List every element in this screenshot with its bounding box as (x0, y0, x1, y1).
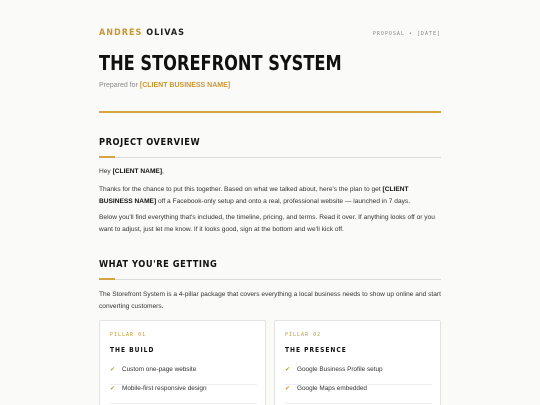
prepared-for-label: Prepared for (99, 82, 138, 89)
proposal-date-meta: PROPOSAL • [DATE] (372, 31, 441, 37)
page-title: THE STOREFRONT SYSTEM (99, 51, 342, 75)
section-heading-overview: PROJECT OVERVIEW (99, 137, 201, 148)
greeting-suffix: , (162, 168, 164, 175)
overview-client-business: [CLIENT BUSINESS NAME] (99, 186, 409, 205)
section-heading-getting: WHAT YOU'RE GETTING (99, 259, 218, 270)
overview-paragraph-2: Below you'll find everything that's included, the timeline, pricing, and terms. Read it over. If anything looks off or you want to adjust, just let me know. If it looks good, sign at the bottom and we'll kick off. (99, 214, 435, 233)
list-item-text: Custom one-page website (122, 366, 197, 373)
overview-text-a: Thanks for the chance to put this together. Based on what we talked about, here's the plan to get (99, 186, 381, 193)
pillar-title: THE PRESENCE (285, 346, 347, 354)
pillar-card-build (99, 320, 266, 405)
pillar-title: THE BUILD (110, 346, 155, 354)
list-item-text: Google Business Profile setup (297, 366, 383, 373)
list-item (285, 385, 432, 404)
check-icon: ✔ (110, 386, 116, 392)
list-item-text: Google Maps embedded (297, 385, 367, 392)
list-item (110, 366, 257, 385)
check-icon: ✔ (285, 367, 291, 373)
greeting (99, 166, 441, 178)
brand-name (99, 28, 185, 38)
list-item (110, 385, 257, 404)
top-bar (99, 28, 441, 40)
list-item-text: Mobile-first responsive design (122, 385, 207, 392)
client-name-placeholder: [CLIENT NAME] (112, 168, 163, 175)
check-icon: ✔ (110, 367, 116, 373)
brand-last-name: OLIVAS (146, 28, 186, 38)
overview-text-b: off a Facebook-only setup and onto a real, professional website — launched in 7 days. (158, 197, 411, 205)
getting-intro: The Storefront System is a 4-pillar package that covers everything a local business needs to show up online and start converting customers. (99, 291, 441, 310)
header-divider (99, 111, 441, 113)
section-accent-bar (99, 156, 115, 158)
brand-first-name: ANDRES (99, 28, 143, 38)
client-business-placeholder: [CLIENT BUSINESS NAME] (139, 82, 231, 89)
prepared-for-line (99, 82, 230, 89)
section-accent-bar (99, 278, 115, 280)
section-divider (99, 157, 441, 158)
pillar-card-presence (274, 320, 441, 405)
list-item (285, 366, 432, 385)
overview-paragraph-1 (99, 184, 441, 207)
section-divider (99, 279, 441, 280)
greeting-prefix: Hey (99, 168, 111, 175)
pillar-label: PILLAR 02 (285, 332, 322, 338)
check-icon: ✔ (285, 386, 291, 392)
pillar-label: PILLAR 01 (110, 332, 147, 338)
